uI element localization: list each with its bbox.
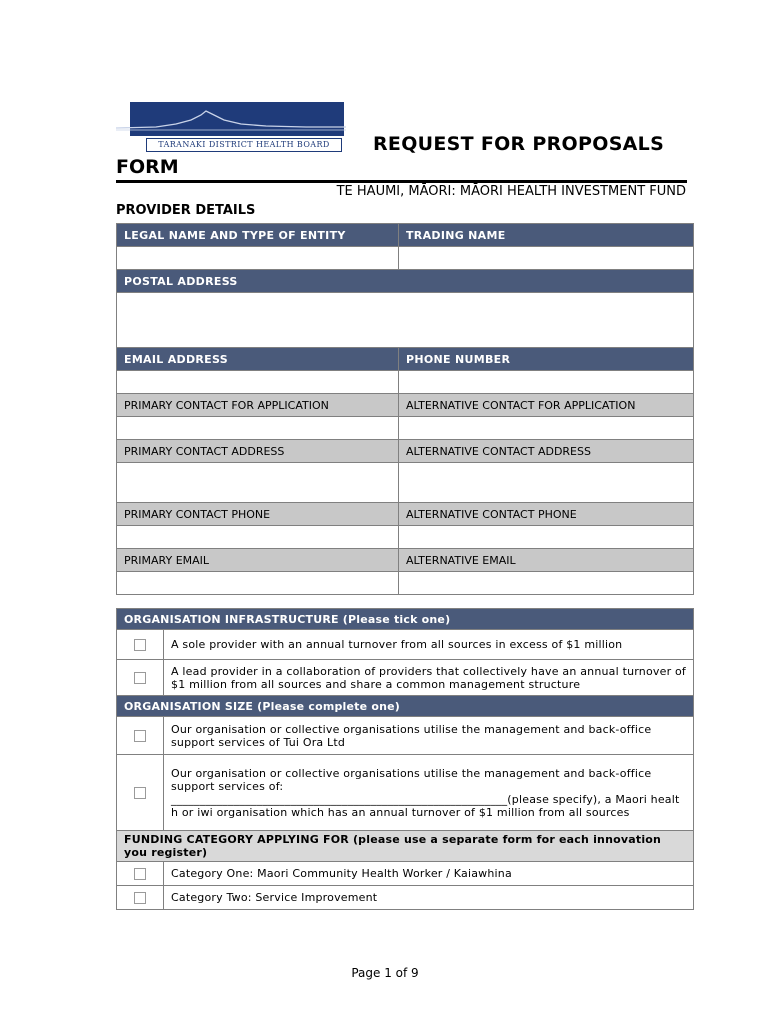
checkbox-icon[interactable] [134,639,146,651]
alt-email-field[interactable] [399,572,694,595]
logo-caption: TARANAKI DISTRICT HEALTH BOARD [146,138,342,152]
size-option-2 [164,755,694,831]
phone-number-label: PHONE NUMBER [399,348,694,371]
funding-checkbox-2[interactable] [117,886,164,910]
page-title-form: FORM [116,156,179,178]
size-checkbox-1[interactable] [117,717,164,755]
infrastructure-option-1: A sole provider with an annual turnover from all sources in excess of $1 million [164,630,694,660]
checkbox-icon[interactable] [134,730,146,742]
infrastructure-checkbox-2[interactable] [117,660,164,696]
alt-phone-field[interactable] [399,526,694,549]
provider-details-table [116,223,694,595]
legal-name-field[interactable] [117,247,399,270]
checkbox-icon[interactable] [134,787,146,799]
alt-phone-label: ALTERNATIVE CONTACT PHONE [399,503,694,526]
postal-address-field[interactable] [117,293,694,348]
alt-address-label: ALTERNATIVE CONTACT ADDRESS [399,440,694,463]
email-address-field[interactable] [117,371,399,394]
alt-contact-label: ALTERNATIVE CONTACT FOR APPLICATION [399,394,694,417]
size-option-2-line1: Our organisation or collective organisations utilise the management and back-office support services of: [171,766,652,793]
trading-name-label: TRADING NAME [399,224,694,247]
infrastructure-checkbox-1[interactable] [117,630,164,660]
funding-option-2: Category Two: Service Improvement [164,886,694,910]
postal-address-label: POSTAL ADDRESS [117,270,694,293]
checkbox-icon[interactable] [134,672,146,684]
checkbox-icon[interactable] [134,868,146,880]
primary-address-field[interactable] [117,463,399,503]
size-checkbox-2[interactable] [117,755,164,831]
trading-name-field[interactable] [399,247,694,270]
size-option-2-line2: ___________________________________________________________(please specify), a Maori health or iwi organisation which has an annual turnover of $1 million from all sources [171,792,680,819]
primary-email-label: PRIMARY EMAIL [117,549,399,572]
primary-phone-label: PRIMARY CONTACT PHONE [117,503,399,526]
alt-email-label: ALTERNATIVE EMAIL [399,549,694,572]
logo [116,102,338,152]
funding-checkbox-1[interactable] [117,862,164,886]
primary-phone-field[interactable] [117,526,399,549]
legal-name-label: LEGAL NAME AND TYPE OF ENTITY [117,224,399,247]
alt-contact-field[interactable] [399,417,694,440]
infrastructure-option-2: A lead provider in a collaboration of providers that collectively have an annual turnover of $1 million from all sources and share a common management structure [164,660,694,696]
options-table [116,608,694,910]
primary-contact-label: PRIMARY CONTACT FOR APPLICATION [117,394,399,417]
email-address-label: EMAIL ADDRESS [117,348,399,371]
primary-contact-field[interactable] [117,417,399,440]
checkbox-icon[interactable] [134,892,146,904]
funding-option-1: Category One: Maori Community Health Worker / Kaiawhina [164,862,694,886]
page-number: Page 1 of 9 [351,966,419,980]
page-title: REQUEST FOR PROPOSALS [373,133,665,155]
primary-email-field[interactable] [117,572,399,595]
funding-heading: FUNDING CATEGORY APPLYING FOR (please use a separate form for each innovation you register) [117,831,694,862]
alt-address-field[interactable] [399,463,694,503]
size-heading: ORGANISATION SIZE (Please complete one) [117,696,694,717]
primary-address-label: PRIMARY CONTACT ADDRESS [117,440,399,463]
mountain-icon [116,102,346,136]
infrastructure-heading: ORGANISATION INFRASTRUCTURE (Please tick one) [117,609,694,630]
page-subtitle: TE HAUMI, MĀORI: MĀORI HEALTH INVESTMENT FUND [336,184,686,199]
phone-number-field[interactable] [399,371,694,394]
provider-details-heading: PROVIDER DETAILS [116,203,256,218]
size-option-1: Our organisation or collective organisations utilise the management and back-office support services of Tui Ora Ltd [164,717,694,755]
title-rule [116,180,687,183]
